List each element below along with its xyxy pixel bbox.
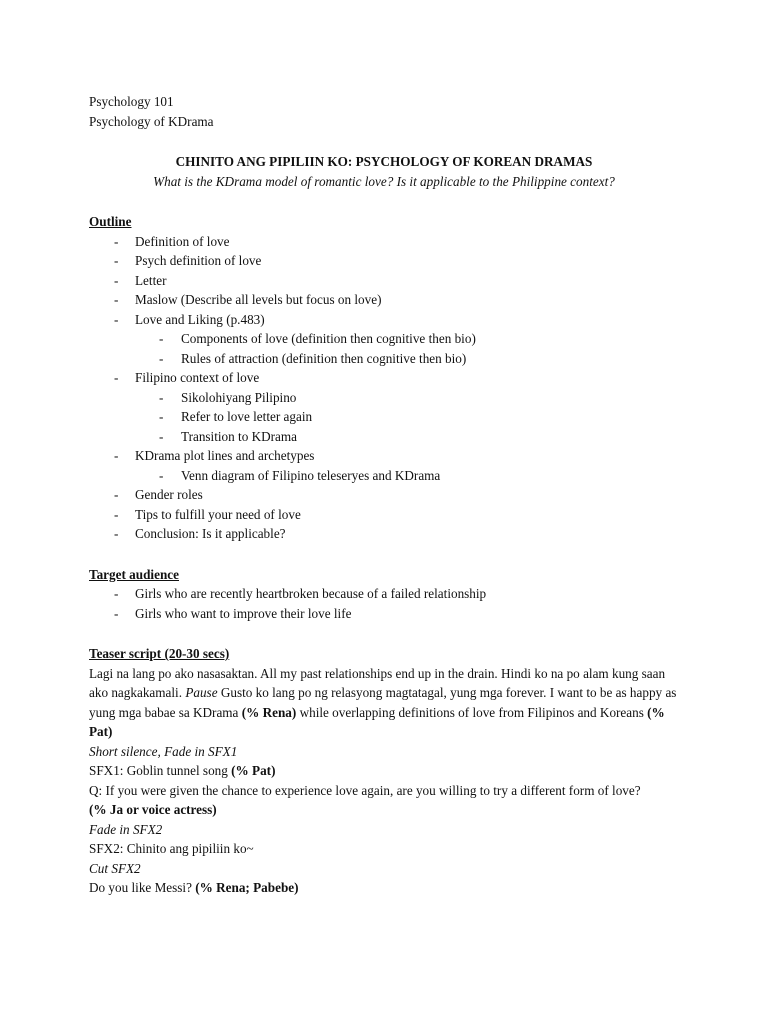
audience-item: - Girls who are recently heartbroken because of a failed relationship	[89, 584, 679, 604]
outline-subitem: - Sikolohiyang Pilipino	[89, 388, 679, 408]
outline-list	[89, 232, 679, 544]
cue-silence: Short silence, Fade in SFX1	[89, 743, 238, 759]
outline-subitem: - Components of love (definition then cognitive then bio)	[89, 329, 679, 349]
audience-item: - Girls who want to improve their love life	[89, 604, 679, 624]
outline-subitem: - Transition to KDrama	[89, 427, 679, 447]
course-topic: Psychology of KDrama	[89, 113, 214, 129]
outline-subitem: - Rules of attraction (definition then cognitive then bio)	[89, 349, 679, 369]
audience-list	[89, 584, 679, 623]
messi-line: Do you like Messi? (% Rena; Pabebe)	[89, 880, 299, 895]
outline-heading: Outline	[89, 214, 132, 229]
document-page	[89, 92, 679, 898]
outline-item: - Psych definition of love	[89, 251, 679, 271]
outline-item: - Maslow (Describe all levels but focus on love)	[89, 290, 679, 310]
question-speaker: (% Ja or voice actress)	[89, 802, 217, 817]
audience-heading: Target audience	[89, 566, 179, 582]
outline-item: - Definition of love	[89, 232, 679, 252]
course-name: Psychology 101	[89, 94, 174, 109]
outline-item: - Conclusion: Is it applicable?	[89, 524, 679, 544]
cue-fade-sfx2: Fade in SFX2	[89, 821, 163, 837]
cue-sfx1: SFX1: Goblin tunnel song (% Pat)	[89, 763, 276, 778]
outline-subitem: - Venn diagram of Filipino teleseryes and KDrama	[89, 466, 679, 486]
question-line: Q: If you were given the chance to experience love again, are you willing to try a different form of love?	[89, 782, 641, 798]
outline-item: - Letter	[89, 271, 679, 291]
outline-item: - Love and Liking (p.483)	[89, 310, 679, 330]
cue-sfx2: SFX2: Chinito ang pipiliin ko~	[89, 841, 254, 856]
outline-item: - KDrama plot lines and archetypes	[89, 446, 679, 466]
teaser-heading: Teaser script (20-30 secs)	[89, 646, 230, 661]
outline-item: - Filipino context of love	[89, 368, 679, 388]
outline-subitem: - Refer to love letter again	[89, 407, 679, 427]
outline-item: - Tips to fulfill your need of love	[89, 505, 679, 525]
document-title: CHINITO ANG PIPILIIN KO: PSYCHOLOGY OF KOREAN DRAMAS	[175, 154, 593, 169]
cue-cut-sfx2: Cut SFX2	[89, 860, 141, 876]
teaser-paragraph: Lagi na lang po ako nasasaktan. All my past relationships end up in the drain. Hindi ko na po alam kung saan ako nagkakamali. Pause Gusto ko lang po ng relasyong magtatagal, yung mga forever. I want to be as happy as yung mga babae sa KDrama (% Rena) while overlapping definitions of love from Filipinos and Koreans (% Pat)	[89, 665, 677, 739]
outline-item: - Gender roles	[89, 485, 679, 505]
document-subtitle: What is the KDrama model of romantic love? Is it applicable to the Philippine context?	[153, 173, 615, 189]
